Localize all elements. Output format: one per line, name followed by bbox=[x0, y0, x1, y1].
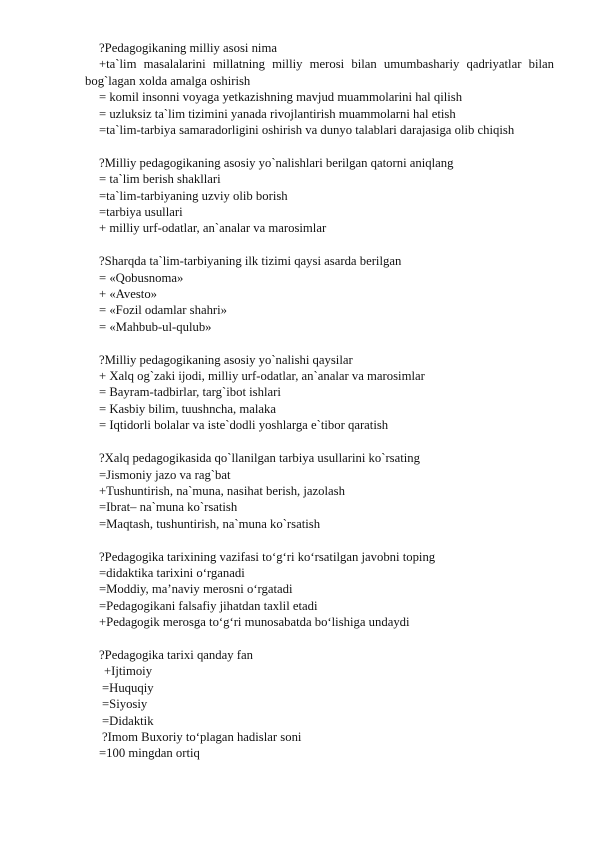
answer-option: = «Fozil odamlar shahri» bbox=[99, 303, 228, 318]
document-body bbox=[85, 40, 554, 778]
answer-option: = uzluksiz ta`lim tizimini yanada rivojlantirish muammolarni hal etish bbox=[99, 106, 456, 121]
answer-option: =Huquqiy bbox=[102, 680, 154, 695]
answer-option: =ta`lim-tarbiyaning uzviy olib borish bbox=[99, 188, 288, 203]
answer-option: = komil insonni voyaga yetkazishning mavjud muammolarini hal qilish bbox=[99, 90, 463, 105]
answer-option: +Tushuntirish, na`muna, nasihat berish, jazolash bbox=[99, 483, 345, 498]
answer-option: =Moddiy, ma’naviy merosni o‘rgatadi bbox=[99, 582, 293, 597]
question-block-7 bbox=[85, 647, 554, 729]
question-text: ?Imom Buxoriy to‘plagan hadislar soni bbox=[102, 729, 302, 744]
answer-option: =Ibrat– na`muna ko`rsatish bbox=[99, 500, 238, 515]
answer-option: =Didaktik bbox=[102, 713, 154, 728]
question-text: ?Xalq pedagogikasida qo`llanilgan tarbiya usullarini ko`rsating bbox=[99, 451, 420, 466]
answer-option: + «Avesto» bbox=[99, 287, 158, 302]
question-text: ?Pedagogikaning milliy asosi nima bbox=[99, 41, 277, 55]
question-block-3 bbox=[85, 253, 554, 335]
answer-option: =100 mingdan ortiq bbox=[99, 746, 200, 761]
answer-option: = Bayram-tadbirlar, targ`ibot ishlari bbox=[99, 385, 281, 400]
answer-option: = ta`lim berish shakllari bbox=[99, 172, 221, 187]
answer-option: =Siyosiy bbox=[102, 697, 148, 712]
question-block-2 bbox=[85, 155, 554, 237]
answer-option: +ta`lim masalalarini millatning milliy merosi bilan umumbashariy qadriyatlar bilan bog`lagan xolda amalga oshirish bbox=[85, 57, 554, 88]
answer-option: =Pedagogikani falsafiy jihatdan taxlil etadi bbox=[99, 598, 318, 613]
question-block-6 bbox=[85, 549, 554, 631]
question-block-1 bbox=[85, 40, 554, 138]
answer-option: = «Qobusnoma» bbox=[99, 270, 184, 285]
answer-option: =tarbiya usullari bbox=[99, 205, 183, 220]
answer-option: =Jismoniy jazo va rag`bat bbox=[99, 467, 231, 482]
question-text: ?Milliy pedagogikaning asosiy yo`nalishi qaysilar bbox=[99, 352, 353, 367]
answer-option: =Maqtash, tushuntirish, na`muna ko`rsatish bbox=[99, 516, 321, 531]
question-block-5 bbox=[85, 450, 554, 532]
question-text: ?Sharqda ta`lim-tarbiyaning ilk tizimi qaysi asarda berilgan bbox=[99, 254, 402, 269]
question-block-4 bbox=[85, 352, 554, 434]
answer-option: =ta`lim-tarbiya samaradorligini oshirish va dunyo talablari darajasiga olib chiqish bbox=[99, 123, 515, 138]
answer-option: + milliy urf-odatlar, an`analar va marosimlar bbox=[99, 221, 327, 236]
answer-option: +Ijtimoiy bbox=[104, 664, 153, 679]
answer-option: = Iqtidorli bolalar va iste`dodli yoshlarga e`tibor qaratish bbox=[99, 418, 389, 433]
question-text: ?Pedagogika tarixining vazifasi to‘g‘ri ko‘rsatilgan javobni toping bbox=[99, 549, 436, 564]
answer-option: + Xalq og`zaki ijodi, milliy urf-odatlar, an`analar va marosimlar bbox=[99, 369, 425, 384]
answer-option: = «Mahbub-ul-qulub» bbox=[99, 319, 212, 334]
question-text: ?Milliy pedagogikaning asosiy yo`nalishlari berilgan qatorni aniqlang bbox=[99, 155, 454, 170]
question-block-8 bbox=[85, 729, 554, 762]
answer-option: +Pedagogik merosga to‘g‘ri munosabatda bo‘lishiga undaydi bbox=[99, 615, 410, 630]
answer-option: =didaktika tarixini o‘rganadi bbox=[99, 565, 245, 580]
question-text: ?Pedagogika tarixi qanday fan bbox=[99, 647, 253, 662]
answer-option: = Kasbiy bilim, tuushncha, malaka bbox=[99, 401, 276, 416]
